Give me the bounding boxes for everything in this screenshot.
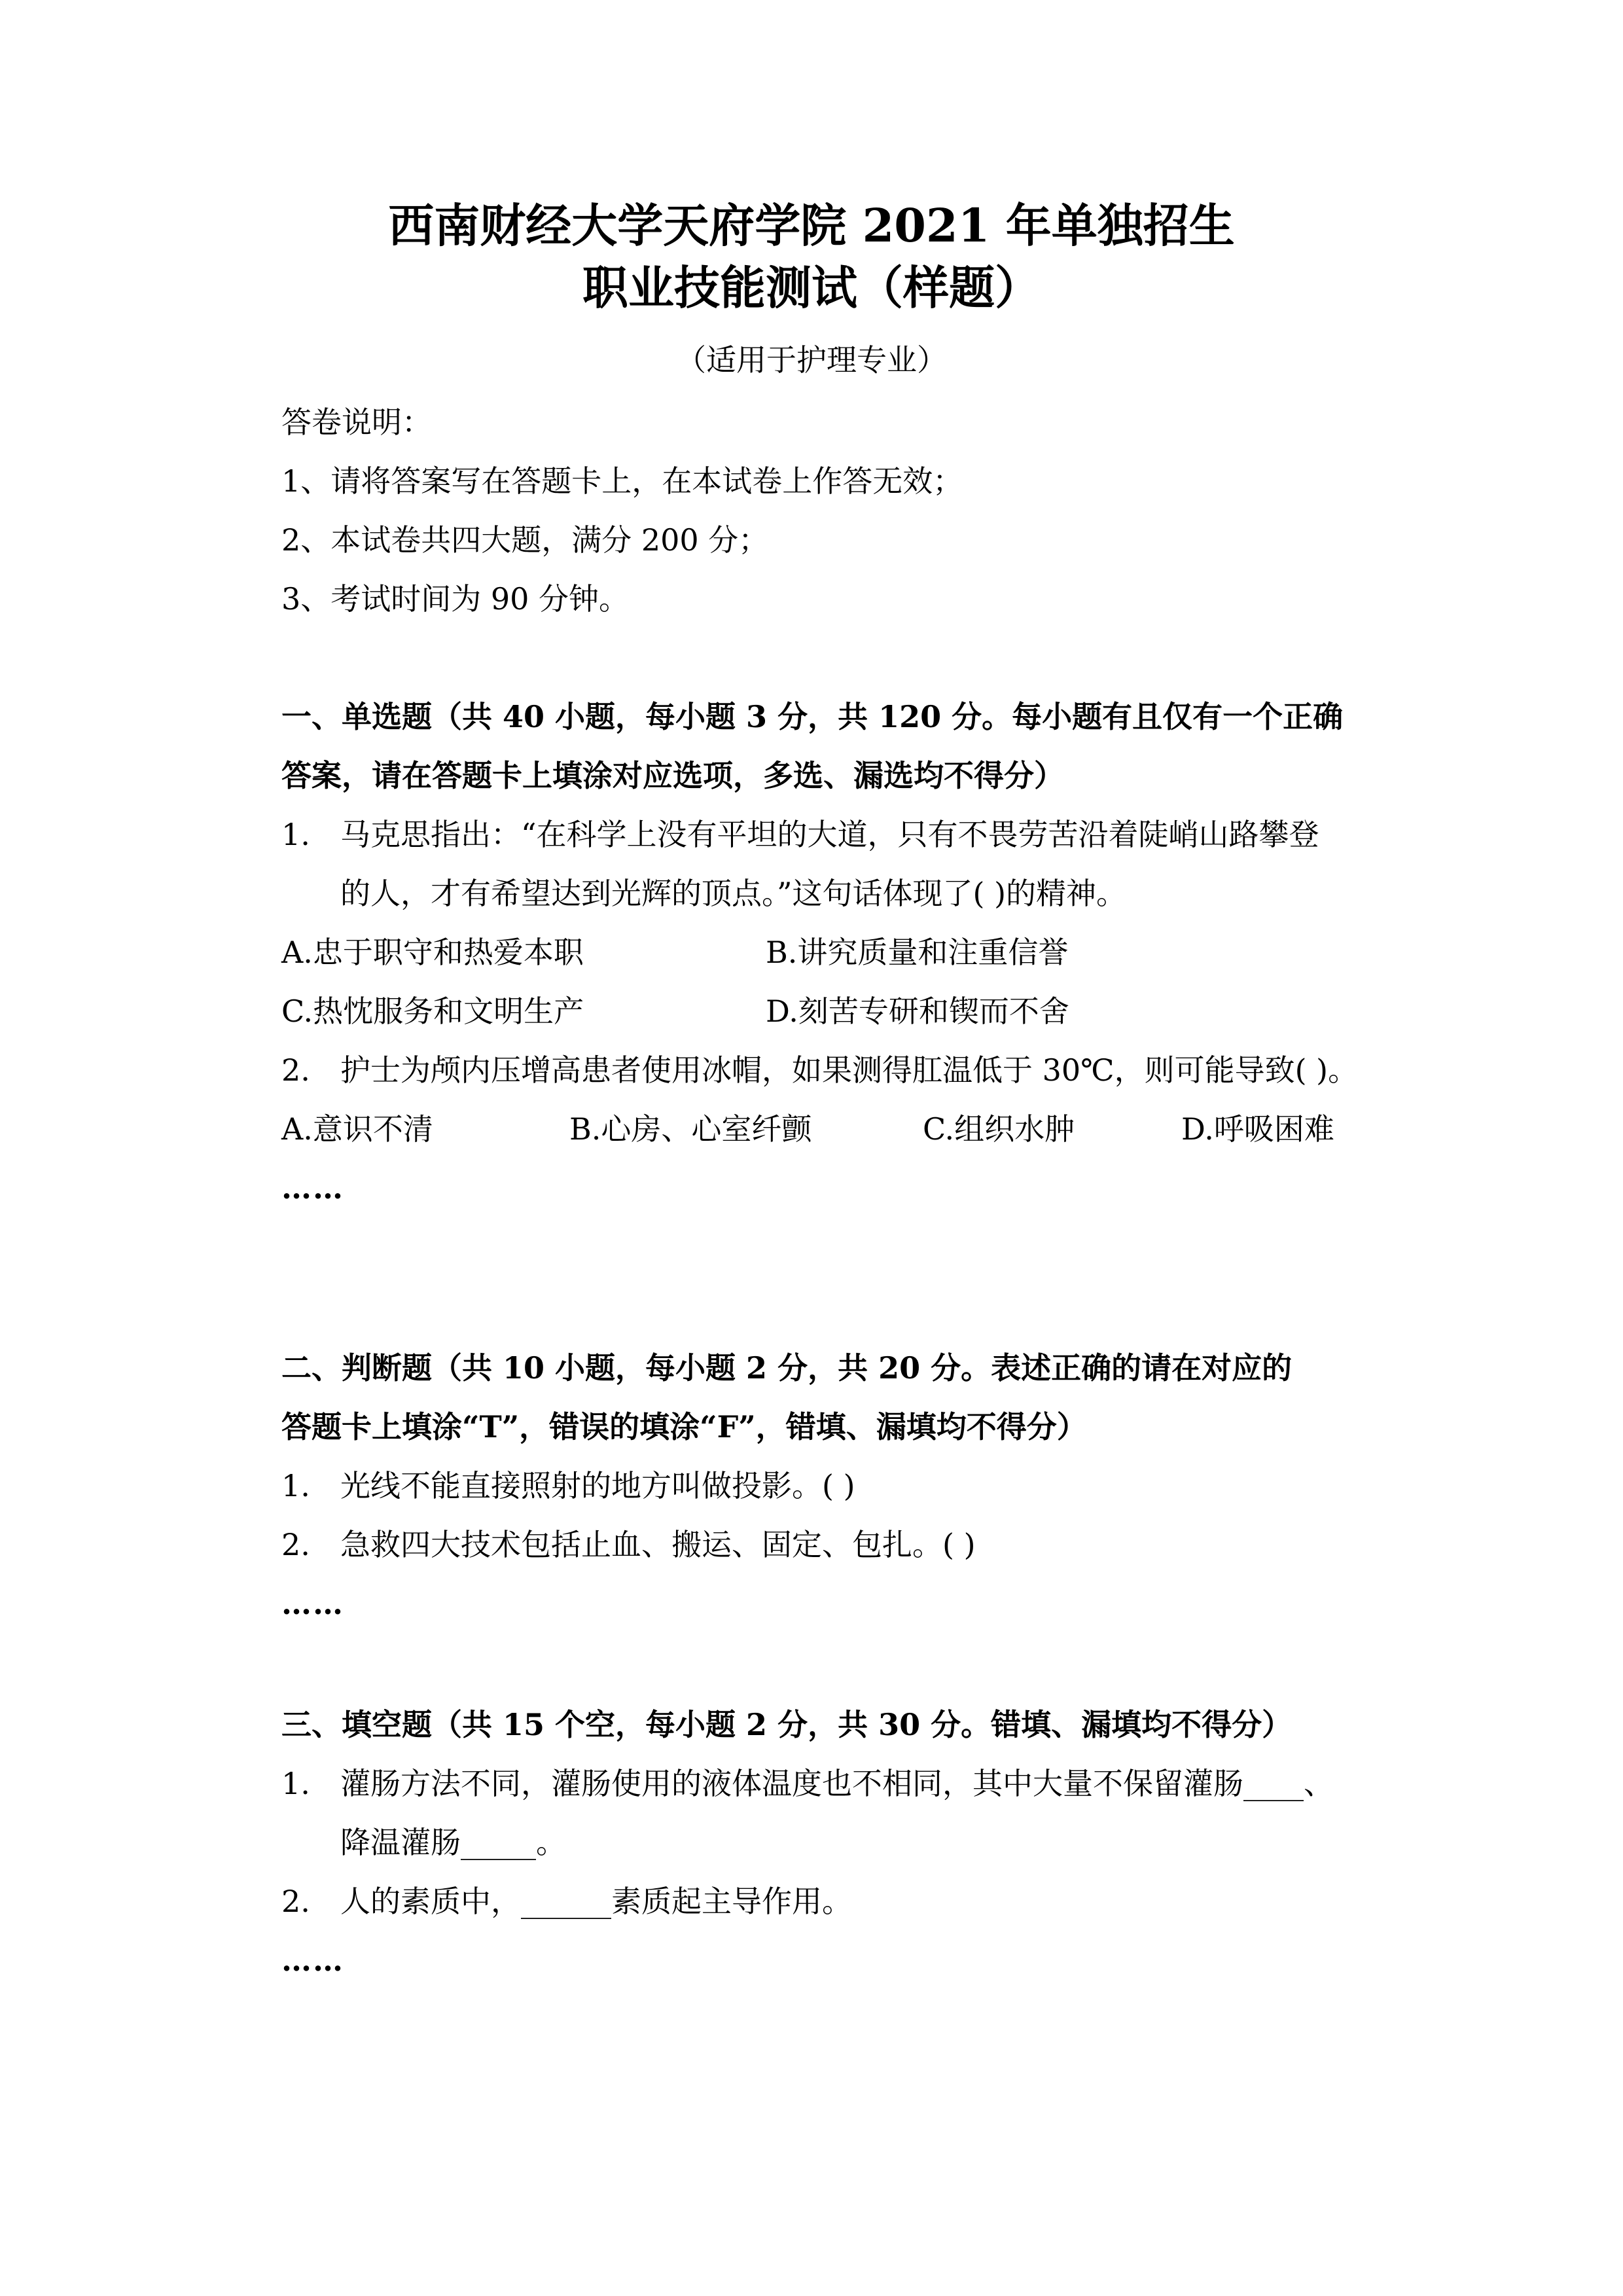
- s1-question-2-text: 护士为颅内压增高患者使用冰帽，如果测得肛温低于 30℃，则可能导致( )。: [340, 1052, 1359, 1088]
- s3-question-1-text-line1: 灌肠方法不同，灌肠使用的液体温度也不相同，其中大量不保留灌肠____、: [340, 1766, 1334, 1801]
- s1-question-2: [281, 1050, 1358, 1090]
- s1-q2-option-c: C.组织水肿: [923, 1111, 1075, 1147]
- s1-q1-option-b: B.讲究质量和注重信誉: [766, 935, 1069, 970]
- section3-heading: 三、填空题（共 15 个空，每小题 2 分，共 30 分。错填、漏填均不得分）: [281, 1707, 1293, 1742]
- s1-q2-option-a: A.意识不清: [281, 1111, 433, 1147]
- s1-q2-option-d: D.呼吸困难: [1181, 1111, 1334, 1147]
- s1-question-1-text-line1: 马克思指出：“在科学上没有平坦的大道，只有不畏劳苦沿着陡峭山路攀登: [340, 817, 1319, 852]
- instruction-item-1: 1、请将答案写在答题卡上，在本试卷上作答无效；: [281, 463, 963, 499]
- s2-question-2-text: 急救四大技术包括止血、搬运、固定、包扎。( ): [340, 1527, 976, 1562]
- s1-q1-option-d: D.刻苦专研和锲而不舍: [766, 994, 1069, 1029]
- s2-question-2: [281, 1525, 976, 1564]
- exam-title-line1: 西南财经大学天府学院 2021 年单独招生: [388, 198, 1235, 253]
- s2-question-1-number: 1.: [281, 1468, 310, 1503]
- section1-heading-line1: 一、单选题（共 40 小题，每小题 3 分，共 120 分。每小题有且仅有一个正确: [281, 699, 1344, 734]
- s1-ellipsis: ……: [281, 1170, 344, 1206]
- s1-q1-option-a: A.忠于职守和热爱本职: [281, 935, 584, 970]
- s1-q1-option-c: C.热忱服务和文明生产: [281, 994, 584, 1029]
- s3-question-1-line1: [281, 1764, 1334, 1803]
- s1-question-1-text-line2: 的人，才有希望达到光辉的顶点。”这句话体现了( )的精神。: [340, 876, 1127, 911]
- s1-q2-option-b: B.心房、心室纤颤: [569, 1111, 812, 1147]
- s2-question-2-number: 2.: [281, 1527, 310, 1562]
- exam-title-line2: 职业技能测试（样题）: [582, 260, 1041, 315]
- section2-heading-line1: 二、判断题（共 10 小题，每小题 2 分，共 20 分。表述正确的请在对应的: [281, 1350, 1293, 1386]
- s2-ellipsis: ……: [281, 1586, 344, 1621]
- s3-question-1-number: 1.: [281, 1766, 310, 1801]
- section2-heading-line2: 答题卡上填涂“T”，错误的填涂“F”，错填、漏填均不得分）: [281, 1409, 1087, 1444]
- s3-ellipsis: ……: [281, 1943, 344, 1978]
- s1-question-2-number: 2.: [281, 1052, 310, 1088]
- s3-question-2-text: 人的素质中，______素质起主导作用。: [340, 1884, 852, 1919]
- s1-question-1-number: 1.: [281, 817, 310, 852]
- s3-question-2: [281, 1882, 852, 1921]
- s3-question-2-number: 2.: [281, 1884, 310, 1919]
- s1-question-1-line1: [281, 815, 1319, 854]
- s2-question-1-text: 光线不能直接照射的地方叫做投影。( ): [340, 1468, 855, 1503]
- s3-question-1-text-line2: 降温灌肠_____。: [340, 1825, 566, 1860]
- instruction-item-3: 3、考试时间为 90 分钟。: [281, 581, 630, 617]
- instructions-heading: 答卷说明：: [281, 404, 432, 440]
- exam-subtitle: （适用于护理专业）: [676, 342, 947, 378]
- section1-heading-line2: 答案，请在答题卡上填涂对应选项，多选、漏选均不得分）: [281, 758, 1064, 793]
- instruction-item-2: 2、本试卷共四大题，满分 200 分；: [281, 522, 769, 558]
- s2-question-1: [281, 1466, 855, 1505]
